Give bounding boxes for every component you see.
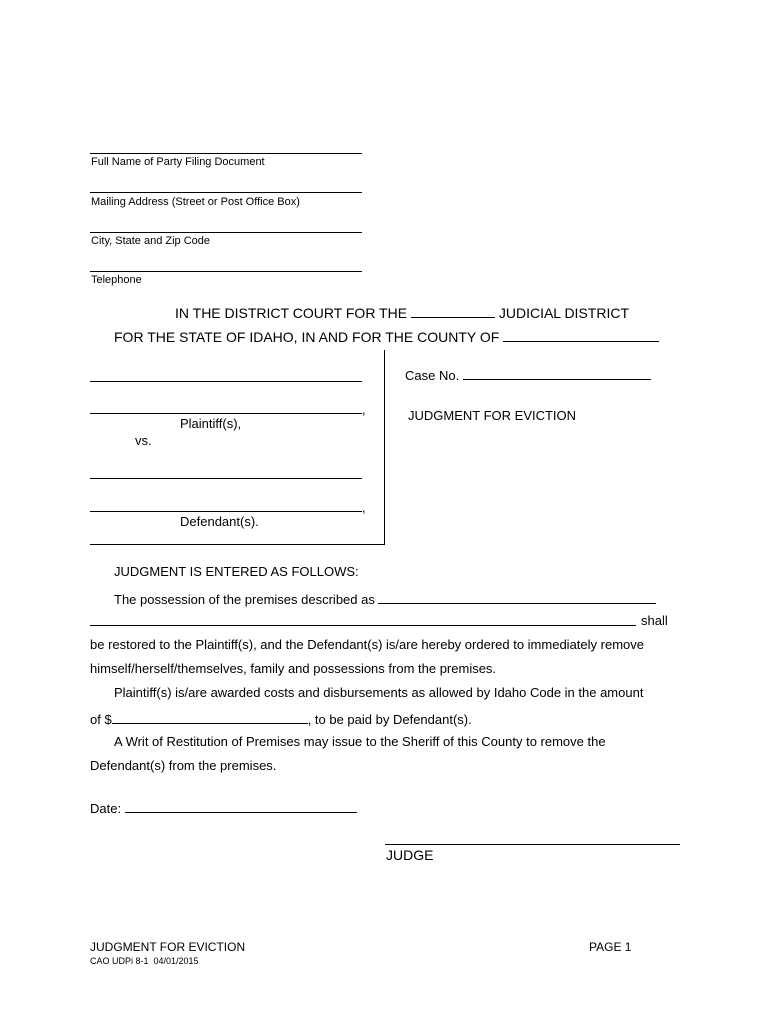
costs-text: Plaintiff(s) is/are awarded costs and disbursements as allowed by Idaho Code in the amount (114, 685, 644, 700)
judgment-entered: JUDGMENT IS ENTERED AS FOLLOWS: (114, 564, 359, 579)
mailing-address-line[interactable] (90, 192, 362, 193)
plaintiff-line-2[interactable] (90, 413, 362, 414)
plaintiff-line-1[interactable] (90, 381, 362, 382)
writ-text: A Writ of Restitution of Premises may issue to the Sheriff of this County to remove the (114, 734, 606, 749)
shall-text: shall (641, 613, 668, 628)
defendant-line-2[interactable] (90, 511, 362, 512)
possession-prefix: The possession of the premises described as (114, 592, 375, 607)
of-dollar-label: of $ (90, 712, 112, 727)
court-heading-line2 (114, 327, 659, 345)
date-label: Date: (90, 801, 122, 816)
county-blank[interactable] (503, 327, 659, 342)
court-line1-suffix: JUDICIAL DISTRICT (498, 305, 629, 321)
full-name-label: Full Name of Party Filing Document (91, 156, 265, 168)
mailing-address-label: Mailing Address (Street or Post Office Box) (91, 196, 300, 208)
plaintiff-comma: , (362, 402, 366, 417)
date-row (90, 798, 357, 816)
city-state-zip-label: City, State and Zip Code (91, 235, 211, 247)
caption-bottom-line (90, 544, 385, 545)
caption-divider (384, 350, 385, 544)
to-be-paid-text: , to be paid by Defendant(s). (307, 712, 472, 727)
possession-row (114, 589, 656, 607)
premises-blank-2[interactable] (90, 625, 636, 626)
vs-label: vs. (135, 433, 152, 448)
date-blank[interactable] (125, 798, 357, 813)
full-name-line[interactable] (90, 153, 362, 154)
amount-blank[interactable] (112, 709, 308, 724)
case-number-blank[interactable] (463, 365, 651, 380)
judicial-district-blank[interactable] (411, 303, 495, 318)
case-no-label: Case No. (405, 368, 460, 383)
document-title: JUDGMENT FOR EVICTION (408, 408, 577, 423)
himself-text: himself/herself/themselves, family and possessions from the premises. (90, 661, 497, 676)
footer-title: JUDGMENT FOR EVICTION (90, 940, 246, 954)
court-line1-prefix: IN THE DISTRICT COURT FOR THE (175, 305, 408, 321)
judge-signature-line[interactable] (385, 844, 680, 845)
defendants-label: Defendant(s). (180, 514, 259, 529)
court-heading-line1 (175, 303, 629, 321)
footer-form-id: CAO UDPi 8-1 04/01/2015 (90, 956, 199, 966)
telephone-label: Telephone (91, 274, 142, 286)
plaintiffs-label: Plaintiff(s), (180, 416, 242, 431)
case-number-row (405, 365, 651, 383)
telephone-line[interactable] (90, 271, 362, 272)
city-state-zip-line[interactable] (90, 232, 362, 233)
defendant-comma: , (362, 500, 366, 515)
restored-text: be restored to the Plaintiff(s), and the Defendant(s) is/are hereby ordered to immediately remove (90, 637, 644, 652)
footer-page: PAGE 1 (589, 940, 632, 954)
judge-label: JUDGE (386, 847, 434, 863)
writ-text-2: Defendant(s) from the premises. (90, 758, 277, 773)
amount-row (90, 709, 472, 727)
premises-blank-1[interactable] (378, 589, 656, 604)
defendant-line-1[interactable] (90, 478, 362, 479)
court-line2: FOR THE STATE OF IDAHO, IN AND FOR THE COUNTY OF (114, 329, 500, 345)
